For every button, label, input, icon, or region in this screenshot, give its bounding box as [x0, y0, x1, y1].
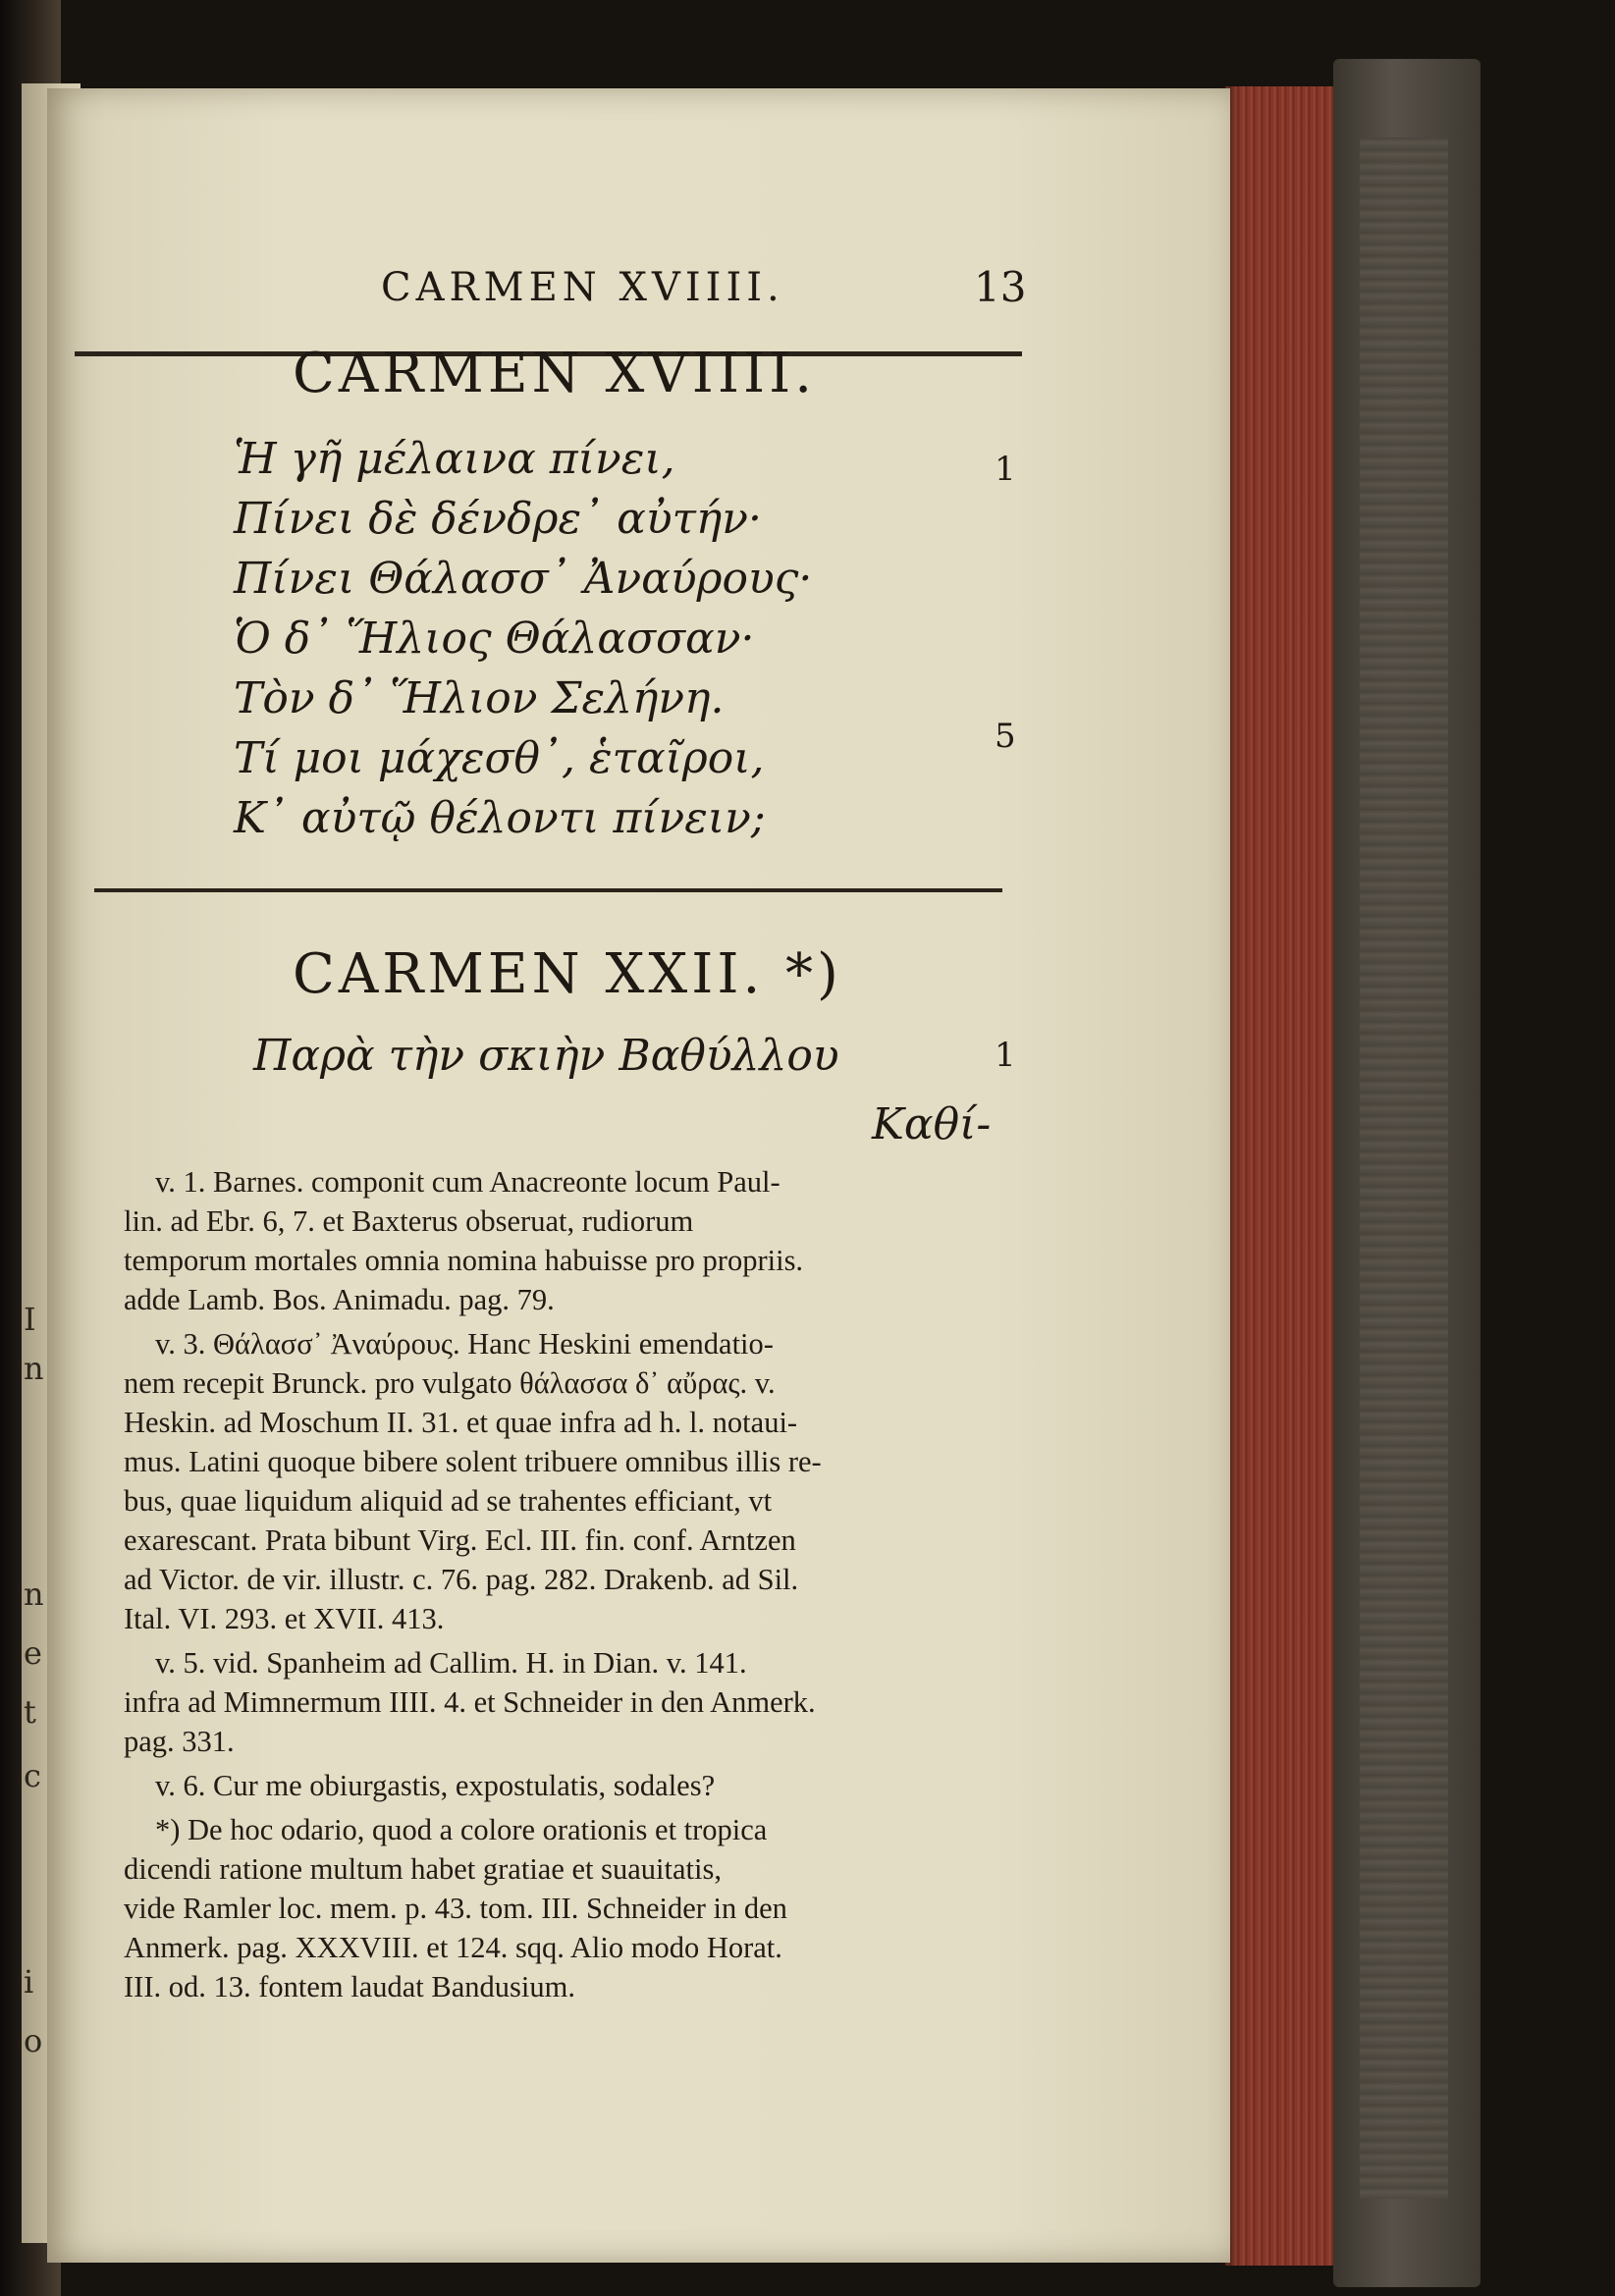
- footnote-line: Anmerk. pag. XXXVIII. et 124. sqq. Alio modo Horat.: [124, 1931, 782, 1964]
- prev-page-fragment: n: [24, 1350, 44, 1387]
- note-line: mus. Latini quoque bibere solent tribuere omnibus illis re-: [124, 1445, 822, 1478]
- note-line: pag. 331.: [124, 1725, 235, 1758]
- footnote-line: *) De hoc odario, quod a colore orationis et tropica: [155, 1813, 768, 1846]
- poem1-line: Πίνει δὲ δένδρε᾽ αὐτήν·: [234, 494, 763, 544]
- poem1-line: Τί μοι μάχεσθ᾽, ἑταῖροι,: [234, 733, 765, 783]
- poem1-title: CARMEN XVIIII.: [293, 342, 817, 405]
- printed-page: [47, 88, 1230, 2263]
- poem1-line: Κ᾽ αὐτῷ θέλοντι πίνειν;: [234, 793, 766, 843]
- note-line: nem recepit Brunck. pro vulgato θάλασσα δ᾽ αὔρας. v.: [124, 1366, 776, 1400]
- prev-page-fragment: n: [24, 1575, 44, 1613]
- footnote-line: III. od. 13. fontem laudat Bandusium.: [124, 1970, 575, 2003]
- prev-page-fragment: i: [24, 1963, 34, 2001]
- right-board-texture: [1360, 137, 1448, 2199]
- poem1-line: Πίνει Θάλασσ᾽ Ἀναύρους·: [234, 554, 813, 604]
- footnote-line: vide Ramler loc. mem. p. 43. tom. III. Schneider in den: [124, 1892, 787, 1925]
- poem2-title: CARMEN XXII. *): [293, 942, 842, 1006]
- note-line: exarescant. Prata bibunt Virg. Ecl. III. fin. conf. Arntzen: [124, 1523, 796, 1557]
- note-line: lin. ad Ebr. 6, 7. et Baxterus obseruat, rudiorum: [124, 1204, 694, 1238]
- note-line: v. 5. vid. Spanheim ad Callim. H. in Dian. v. 141.: [155, 1646, 747, 1680]
- prev-page-fragment: o: [24, 2022, 43, 2059]
- poem2-line: Παρὰ τὴν σκιὴν Βαθύλλου: [253, 1031, 839, 1081]
- poem1-line: Ὁ δ᾽ Ἥλιος Θάλασσαν·: [234, 614, 755, 664]
- poem1-line: Ἡ γῆ μέλαινα πίνει,: [234, 434, 675, 484]
- note-line: temporum mortales omnia nomina habuisse pro propriis.: [124, 1244, 804, 1277]
- note-line: v. 1. Barnes. componit cum Anacreonte locum Paul-: [155, 1165, 781, 1199]
- note-line: bus, quae liquidum aliquid ad se trahentes efficiant, vt: [124, 1484, 773, 1518]
- poem1-line: Τὸν δ᾽ Ἥλιον Σελήνη.: [234, 673, 725, 723]
- prev-page-fragment: t: [24, 1693, 36, 1731]
- poem1-line-number-1: 1: [995, 450, 1016, 489]
- poem1-line-number-5: 5: [995, 717, 1016, 756]
- footnote-line: dicendi ratione multum habet gratiae et suauitatis,: [124, 1852, 722, 1886]
- prev-page-fragment: e: [24, 1634, 42, 1672]
- prev-page-fragment: I: [24, 1301, 36, 1338]
- page-number: 13: [974, 263, 1027, 311]
- note-line: adde Lamb. Bos. Animadu. pag. 79.: [124, 1283, 555, 1316]
- note-line: Ital. VI. 293. et XVII. 413.: [124, 1602, 445, 1635]
- catchword: Καθί-: [872, 1099, 992, 1149]
- note-line: Heskin. ad Moschum II. 31. et quae infra ad h. l. notaui-: [124, 1406, 798, 1439]
- note-line: infra ad Mimnermum IIII. 4. et Schneider in den Anmerk.: [124, 1685, 816, 1719]
- note-line: v. 6. Cur me obiurgastis, expostulatis, sodales?: [155, 1769, 716, 1802]
- running-head: CARMEN XVIIII.: [381, 265, 784, 310]
- poem2-line-number-1: 1: [995, 1036, 1016, 1075]
- red-page-edge: [1225, 86, 1333, 2266]
- prev-page-fragment: c: [24, 1757, 41, 1794]
- section-rule: [94, 888, 1002, 892]
- note-line: ad Victor. de vir. illustr. c. 76. pag. 282. Drakenb. ad Sil.: [124, 1563, 799, 1596]
- note-line: v. 3. Θάλασσ᾽ Ἀναύρους. Hanc Heskini emendatio-: [155, 1327, 774, 1361]
